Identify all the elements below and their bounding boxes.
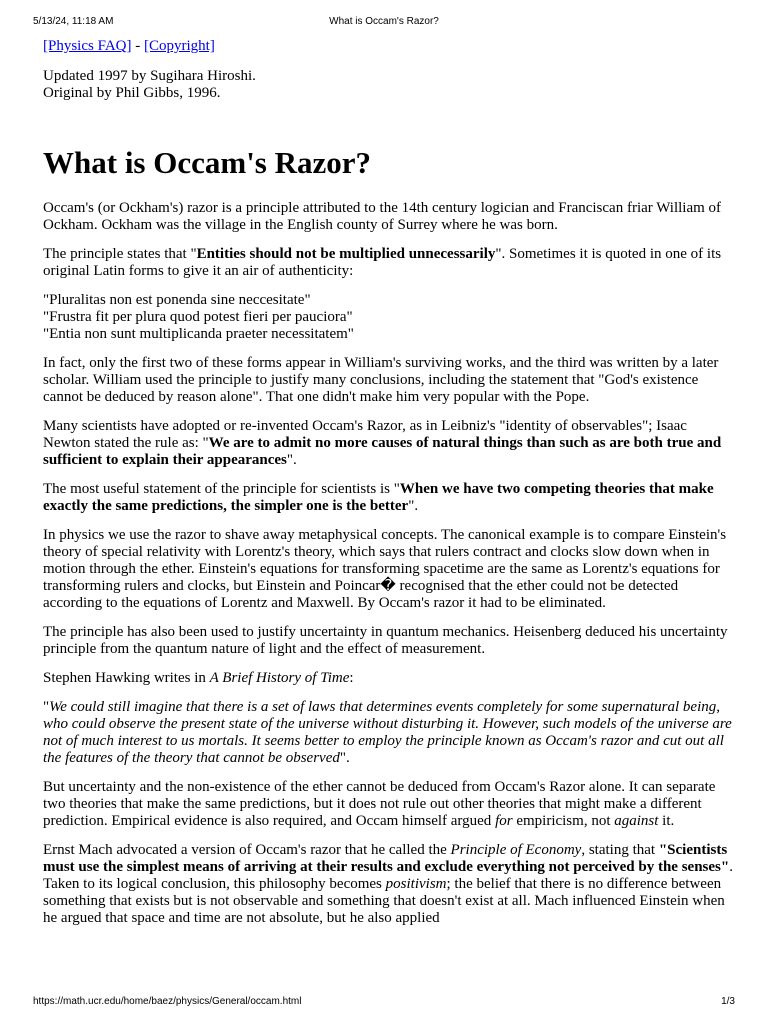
p11-text-g: ; the belief that there is no difference between something that exists but is not observable and something that doesn't exist at all. Mach influenced Einstein when he argued that space and time are not absolute, but he also applied xyxy=(43,876,725,926)
p11-text-e: . Taken to its logical conclusion, this philosophy becomes xyxy=(43,859,733,892)
paragraph-10 xyxy=(43,779,733,830)
p11-text-c: , stating that xyxy=(581,842,659,858)
p5-text-a: The most useful statement of the principle for scientists is " xyxy=(43,481,400,497)
p8-text-a: Stephen Hawking writes in xyxy=(43,670,210,686)
p10-text-a: But uncertainty and the non-existence of the ether cannot be deduced from Occam's Razor alone. It can separate two theories that make the same predictions, but it does not rule out other theories that might make a different prediction. Empirical evidence is also required, and Occam himself argued xyxy=(43,779,716,829)
page-title: What is Occam's Razor? xyxy=(43,145,372,180)
print-page-number: 1/3 xyxy=(721,996,735,1007)
p8-book-title: A Brief History of Time xyxy=(209,670,350,686)
nav-links xyxy=(43,38,733,55)
physics-faq-link[interactable]: [Physics FAQ] xyxy=(43,38,132,54)
print-url: https://math.ucr.edu/home/baez/physics/General/occam.html xyxy=(33,996,302,1007)
p8-text-c: : xyxy=(349,670,354,686)
credits xyxy=(43,68,733,102)
hawking-quote xyxy=(43,699,733,767)
nav-separator: - xyxy=(131,38,144,54)
p9-open-quote: " xyxy=(43,699,50,715)
paragraph-5 xyxy=(43,481,733,515)
copyright-link[interactable]: [Copyright] xyxy=(143,38,215,54)
paragraph-4 xyxy=(43,418,733,469)
paragraph-1: Occam's (or Ockham's) razor is a principle attributed to the 14th century logician and Franciscan friar William of Ockham. Ockham was the village in the English county of Surrey where he was born. xyxy=(43,200,722,233)
print-header xyxy=(0,16,768,30)
latin-quote-1: "Pluralitas non est ponenda sine neccesitate" xyxy=(43,292,311,308)
p9-close-quote: ". xyxy=(339,750,350,766)
article xyxy=(43,38,733,939)
p5-bold: When we have two competing theories that make exactly the same predictions, the simpler one is the better xyxy=(43,481,714,514)
p4-bold: We are to admit no more causes of natural things than such as are both true and sufficient to explain their appearances xyxy=(43,435,722,468)
credit-updated: Updated 1997 by Sugihara Hiroshi. xyxy=(43,68,256,84)
p9-italic: We could still imagine that there is a set of laws that determines events completely for some supernatural being, who could observe the present state of the universe without disturbing it. However, such models of the universe are not of much interest to us mortals. It seems better to employ the principle known as Occam's razor and cut out all the features of the theory that cannot be observed xyxy=(43,699,732,766)
paragraph-11 xyxy=(43,842,733,927)
latin-quote-2: "Frustra fit per plura quod potest fieri per pauciora" xyxy=(43,309,353,325)
paragraph-3: In fact, only the first two of these forms appear in William's surviving works, and the third was written by a later scholar. William used the principle to justify many conclusions, including the statement that "God's existence cannot be deduced by reason alone". That one didn't make him very popular with the Pope. xyxy=(43,355,719,405)
print-footer xyxy=(0,996,768,1010)
p2-text-a: The principle states that " xyxy=(43,246,197,262)
latin-quotes xyxy=(43,292,733,343)
p10-text-e: it. xyxy=(658,813,675,829)
paragraph-6: In physics we use the razor to shave away metaphysical concepts. The canonical example is to compare Einstein's theory of special relativity with Lorentz's theory, which says that rulers contract and clocks slow down when in motion through the ether. Einstein's equations for transforming spacetime are the same as Lorentz's equations for transforming rulers and clocks, but Einstein and Poincar� recognised that the ether could not be detected according to the equations of Lorentz and Maxwell. By Occam's razor it had to be eliminated. xyxy=(43,527,727,611)
p11-positivism: positivism xyxy=(385,876,447,892)
p2-bold: Entities should not be multiplied unnecessarily xyxy=(196,246,496,262)
p10-against: against xyxy=(614,813,659,829)
paragraph-8 xyxy=(43,670,733,687)
credit-original: Original by Phil Gibbs, 1996. xyxy=(43,85,221,101)
p11-bold: "Scientists must use the simplest means of arriving at their results and exclude everything not perceived by the senses" xyxy=(43,842,730,875)
latin-quote-3: "Entia non sunt multiplicanda praeter necessitatem" xyxy=(43,326,354,342)
p11-principle: Principle of Economy xyxy=(450,842,582,858)
paragraph-7: The principle has also been used to justify uncertainty in quantum mechanics. Heisenberg deduced his uncertainty principle from the quantum nature of light and the effect of measurement. xyxy=(43,624,728,657)
p4-text-a: Many scientists have adopted or re-invented Occam's Razor, as in Leibniz's "identity of observables"; Isaac Newton stated the rule as: " xyxy=(43,418,687,451)
p5-text-c: ". xyxy=(408,498,419,514)
paragraph-2 xyxy=(43,246,733,280)
p10-text-c: empiricism, not xyxy=(512,813,615,829)
print-title: What is Occam's Razor? xyxy=(329,16,439,27)
print-datetime: 5/13/24, 11:18 AM xyxy=(33,16,114,27)
p4-text-c: ". xyxy=(286,452,297,468)
p11-text-a: Ernst Mach advocated a version of Occam's razor that he called the xyxy=(43,842,451,858)
p10-for: for xyxy=(495,813,513,829)
p2-text-c: ". Sometimes it is quoted in one of its original Latin forms to give it an air of authenticity: xyxy=(43,246,722,279)
